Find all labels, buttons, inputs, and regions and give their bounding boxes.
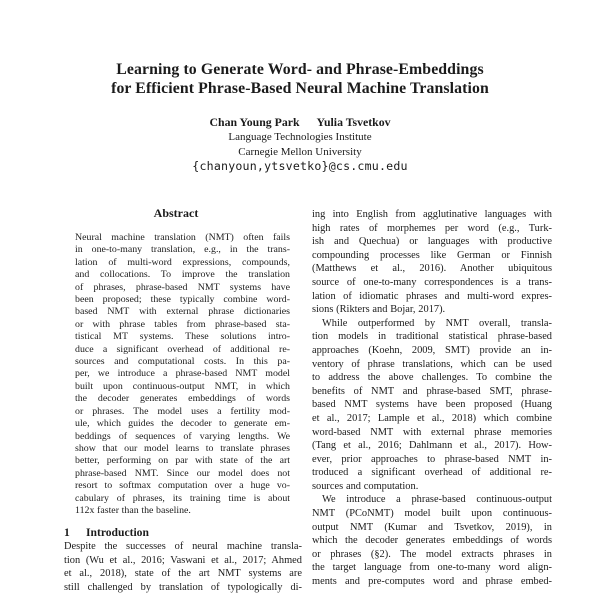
text-line: better, performing on par with state of the art: [75, 455, 290, 467]
text-line: ule, which guides the decoder to generate em-: [75, 418, 290, 430]
text-line: Neural machine translation (NMT) often fails: [75, 232, 290, 243]
text-line: tion models in traditional statistical phrase-based: [312, 331, 552, 343]
text-line: compounding processes like German or Finnish: [312, 249, 552, 261]
text-line: sources and computation.: [312, 480, 419, 492]
text-line: While outperformed by NMT overall, transla-: [322, 317, 552, 329]
text-line: ever, prior approaches to phrase-based NMT in-: [312, 453, 552, 465]
text-line: lation of multi-word expressions, compounds,: [75, 256, 290, 268]
section-number: 1: [64, 526, 70, 540]
right-column-paragraph-1: [312, 208, 552, 317]
text-line: ventory of phrase translations, which can be used: [312, 358, 552, 370]
text-line: per, we introduce a phrase-based NMT model: [75, 368, 290, 380]
text-line: source of one-to-many correspondences is a trans-: [312, 276, 552, 288]
text-line: or with phrase tables from phrase-based sta-: [75, 318, 290, 330]
text-line: NMT (PCoNMT) model built upon continuous-: [312, 508, 552, 520]
text-line: resort to softmax computation over a huge vo-: [75, 480, 290, 492]
text-line: Despite the successes of neural machine transla-: [64, 541, 302, 553]
text-line: sources and computational costs. In this pa-: [75, 356, 290, 368]
text-line: duce a significant overhead of additional re-: [75, 343, 290, 355]
text-line: built upon continuous-output NMT, in which: [75, 380, 290, 392]
text-line: sions (Rikters and Bojar, 2017).: [312, 304, 446, 316]
text-line: 112x faster than the baseline.: [75, 504, 191, 516]
text-line: ish and Quechua) or languages with productive: [312, 236, 552, 248]
text-line: benefits of NMT and phrase-based SMT, phrase-: [312, 385, 552, 397]
text-line: show that our model learns to translate phrases: [75, 442, 290, 454]
text-line: (Tang et al., 2016; Dahlmann et al., 2017). How-: [312, 440, 552, 452]
text-line: based NMT with external phrase dictionaries: [75, 306, 290, 318]
text-line: approaches (Koehn, 2009, SMT) provide an in-: [312, 344, 552, 356]
text-line: ments and pre-computes word and phrase embed-: [312, 576, 552, 588]
text-line: lation of idiomatic phrases and multi-word expres-: [312, 290, 552, 302]
left-column: [64, 206, 302, 594]
paper-title-line2: for Efficient Phrase-Based Neural Machine Translation: [111, 79, 489, 97]
text-line: tistical MT systems. These solutions intro-: [75, 331, 290, 343]
paper-title: [0, 61, 600, 98]
affiliation-university: Carnegie Mellon University: [238, 145, 362, 158]
text-line: et al., 2017; Lample et al., 2018) which combine: [312, 412, 552, 424]
text-line: output NMT (Kumar and Tsvetkov, 2019), in: [312, 521, 552, 533]
text-line: tion (Wu et al., 2016; Vaswani et al., 2017; Ahmed: [64, 554, 302, 566]
text-line: been proposed; these typically combine word-: [75, 294, 290, 306]
text-line: to address the above challenges. To combine the: [312, 372, 552, 384]
author-name: Chan Young Park: [209, 115, 300, 129]
author-names: [0, 115, 600, 130]
right-column-paragraph-3: [312, 493, 552, 588]
text-line: ing into English from agglutinative languages with: [312, 209, 552, 220]
section-title: Introduction: [86, 526, 149, 540]
text-line: still challenged by translation of typologically di-: [64, 581, 302, 593]
text-line: We introduce a phrase-based continuous-output: [322, 494, 552, 506]
abstract-heading: Abstract: [153, 206, 199, 220]
paper-title-line1: Learning to Generate Word- and Phrase-Embeddings: [116, 61, 484, 78]
author-name: Yulia Tsvetkov: [316, 115, 391, 129]
author-block: [0, 115, 600, 174]
section-heading-introduction: [64, 525, 302, 540]
text-line: word-based NMT with external phrase memories: [312, 426, 552, 438]
author-emails: {chanyoun,ytsvetko}@cs.cmu.edu: [192, 159, 408, 174]
text-line: high rates of morphemes per word (e.g., Turk-: [312, 222, 552, 234]
text-line: et al., 2018), state of the art NMT systems are: [64, 568, 302, 580]
text-line: the decoder generates embeddings of words: [75, 393, 290, 405]
text-line: or phrases (§2). The model extracts phrases in: [312, 548, 552, 560]
text-line: beddings of sequences of varying lengths. We: [75, 430, 290, 442]
text-line: troduced a significant overhead of additional re-: [312, 467, 552, 479]
text-line: and collocations. To improve the translation: [75, 269, 290, 281]
text-line: cabulary of phrases, its training time is about: [75, 492, 290, 504]
affiliation-institute: Language Technologies Institute: [228, 131, 372, 143]
right-column-paragraph-2: [312, 317, 552, 494]
text-line: (Matthews et al., 2016). Another ubiquitous: [312, 263, 552, 275]
right-column: [312, 208, 552, 589]
abstract-body: [75, 232, 290, 517]
text-line: or phrases. The model uses a fertility mod-: [75, 405, 290, 417]
text-line: of phrases, phrase-based NMT systems have: [75, 281, 290, 293]
introduction-paragraph: [64, 540, 302, 594]
text-line: phrase-based NMT. Since our model does not: [75, 467, 290, 479]
text-line: in one-to-many translation, e.g., in the trans-: [75, 244, 290, 256]
text-line: the target language from one-to-many word align-: [312, 562, 552, 574]
text-line: based NMT systems have been proposed (Huang: [312, 399, 552, 411]
text-line: which the decoder generates embeddings of words: [312, 535, 552, 547]
